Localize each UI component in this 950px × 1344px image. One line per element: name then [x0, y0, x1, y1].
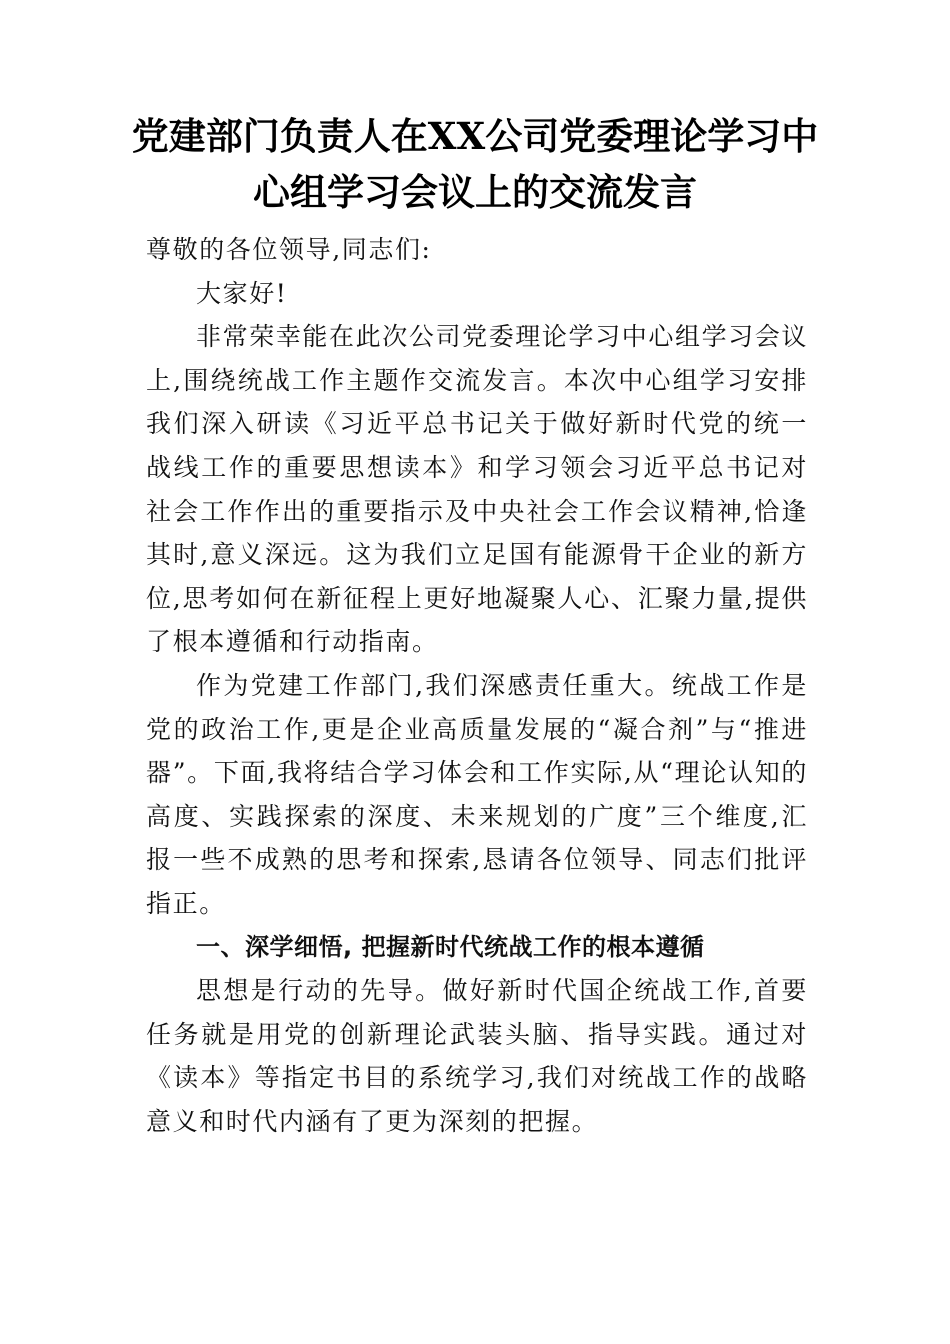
greeting: 大家好! [196, 278, 288, 308]
title-line-1: 党建部门负责人在XX公司党委理论学习中 [131, 114, 819, 158]
paragraph-intro: 非常荣幸能在此次公司党委理论学习中心组学习会议上,围绕统战工作主题作交流发言。本次中心组学习安排我们深入研读《习近平总书记关于做好新时代党的统一战线工作的重要思想读本》和学习领会习近平总书记对社会工作作出的重要指示及中央社会工作会议精神,恰逢其时,意义深远。这为我们立足国有能源骨干企业的新方位,思考如何在新征程上更好地凝聚人心、汇聚力量,提供了根本遵循和行动指南。 [146, 322, 808, 657]
document-body [146, 228, 808, 1143]
salutation: 尊敬的各位领导,同志们: [146, 235, 432, 264]
paragraph-responsibility: 作为党建工作部门,我们深感责任重大。统战工作是党的政治工作,更是企业高质量发展的“凝合剂”与“推进器”。下面,我将结合学习体会和工作实际,从“理论认知的高度、实践探索的深度、未来规划的广度”三个维度,汇报一些不成熟的思考和探索,恳请各位领导、同志们批评指正。 [146, 670, 808, 918]
document-title [120, 108, 830, 220]
paragraph-section-1: 思想是行动的先导。做好新时代国企统战工作,首要任务就是用党的创新理论武装头脑、指导实践。通过对《读本》等指定书目的系统学习,我们对统战工作的战略意义和时代内涵有了更为深刻的把握。 [146, 976, 808, 1136]
title-line-2: 心组学习会议上的交流发言 [253, 170, 697, 214]
section-heading-1: 一、深学细悟, 把握新时代统战工作的根本遵循 [196, 932, 705, 961]
